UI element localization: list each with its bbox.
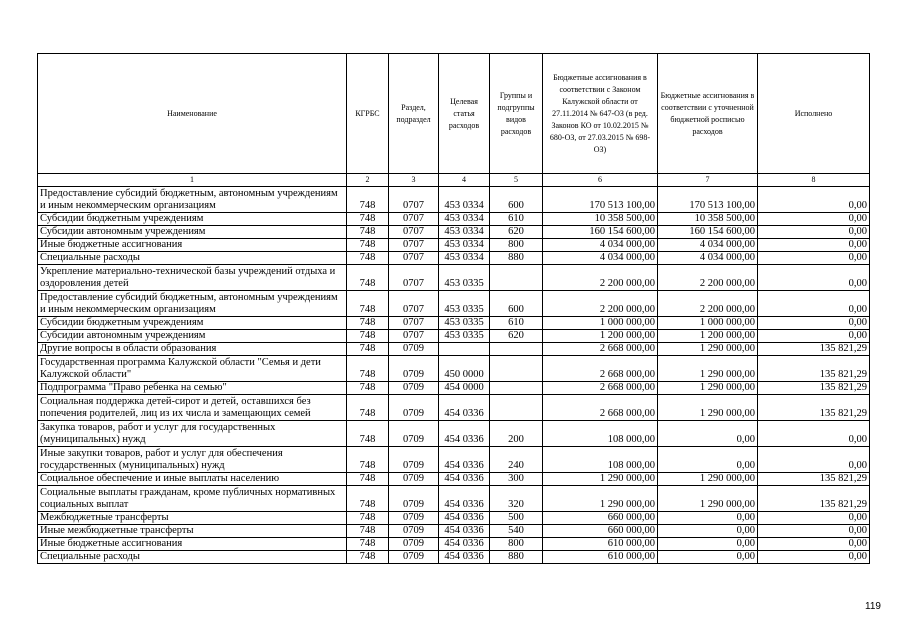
cell-assignments-plan: 4 034 000,00 [658,239,758,252]
cell-assignments-law: 2 200 000,00 [543,265,658,291]
cell-assignments-plan: 0,00 [658,525,758,538]
cell-assignments-law: 660 000,00 [543,525,658,538]
cell-executed: 0,00 [758,330,870,343]
cell-name: Субсидии автономным учреждениям [38,330,347,343]
cell-target-article: 453 0335 [439,265,490,291]
cell-executed: 135 821,29 [758,486,870,512]
cell-kgrbs: 748 [347,486,389,512]
cell-expense-group: 800 [490,538,543,551]
cell-executed: 0,00 [758,538,870,551]
cell-assignments-plan: 0,00 [658,512,758,525]
cell-target-article: 454 0336 [439,538,490,551]
table-row [38,213,870,226]
cell-name: Иные закупки товаров, работ и услуг для обеспечения государственных (муниципальных) нужд [38,447,347,473]
cell-expense-group: 610 [490,213,543,226]
table-row [38,226,870,239]
cell-assignments-law: 1 290 000,00 [543,486,658,512]
cell-target-article: 454 0000 [439,382,490,395]
cell-kgrbs: 748 [347,473,389,486]
cell-executed: 135 821,29 [758,356,870,382]
cell-expense-group: 610 [490,317,543,330]
cell-section: 0707 [389,291,439,317]
cell-executed: 0,00 [758,551,870,564]
cell-assignments-plan: 1 000 000,00 [658,317,758,330]
cell-assignments-law: 610 000,00 [543,551,658,564]
table-row [38,239,870,252]
table-row [38,395,870,421]
cell-name: Предоставление субсидий бюджетным, автономным учреждениям и иным некоммерческим организациям [38,187,347,213]
cell-target-article: 453 0334 [439,187,490,213]
cell-section: 0707 [389,265,439,291]
cell-assignments-law: 660 000,00 [543,512,658,525]
column-number: 3 [389,174,439,187]
cell-target-article: 454 0336 [439,473,490,486]
cell-executed: 0,00 [758,213,870,226]
cell-target-article: 454 0336 [439,551,490,564]
cell-assignments-law: 160 154 600,00 [543,226,658,239]
cell-kgrbs: 748 [347,343,389,356]
cell-kgrbs: 748 [347,512,389,525]
cell-assignments-plan: 170 513 100,00 [658,187,758,213]
column-number: 7 [658,174,758,187]
table-row [38,252,870,265]
table-row [38,473,870,486]
cell-assignments-law: 1 000 000,00 [543,317,658,330]
cell-assignments-law: 2 668 000,00 [543,382,658,395]
cell-assignments-plan: 0,00 [658,421,758,447]
cell-name: Закупка товаров, работ и услуг для государственных (муниципальных) нужд [38,421,347,447]
cell-assignments-plan: 1 290 000,00 [658,356,758,382]
cell-assignments-law: 2 668 000,00 [543,395,658,421]
cell-executed: 135 821,29 [758,343,870,356]
cell-kgrbs: 748 [347,525,389,538]
cell-section: 0709 [389,356,439,382]
cell-name: Субсидии автономным учреждениям [38,226,347,239]
cell-kgrbs: 748 [347,382,389,395]
cell-expense-group [490,265,543,291]
cell-name: Иные бюджетные ассигнования [38,239,347,252]
column-number: 8 [758,174,870,187]
cell-executed: 0,00 [758,239,870,252]
table-row [38,421,870,447]
cell-expense-group: 240 [490,447,543,473]
cell-expense-group: 600 [490,291,543,317]
cell-target-article: 454 0336 [439,512,490,525]
cell-assignments-plan: 0,00 [658,551,758,564]
cell-executed: 0,00 [758,447,870,473]
table-row [38,317,870,330]
cell-assignments-law: 4 034 000,00 [543,239,658,252]
cell-expense-group: 500 [490,512,543,525]
cell-section: 0707 [389,213,439,226]
cell-target-article: 453 0335 [439,291,490,317]
cell-section: 0709 [389,343,439,356]
cell-name: Подпрограмма "Право ребенка на семью" [38,382,347,395]
cell-executed: 0,00 [758,317,870,330]
cell-name: Специальные расходы [38,551,347,564]
cell-target-article: 454 0336 [439,447,490,473]
table-row [38,330,870,343]
cell-target-article: 453 0334 [439,213,490,226]
cell-section: 0709 [389,525,439,538]
cell-name: Социальная поддержка детей-сирот и детей, оставшихся без попечения родителей, лиц из их числа и замещающих семей [38,395,347,421]
cell-target-article: 454 0336 [439,525,490,538]
cell-name: Другие вопросы в области образования [38,343,347,356]
column-number: 1 [38,174,347,187]
cell-section: 0709 [389,512,439,525]
cell-expense-group [490,343,543,356]
header-kgrbs: КГРБС [347,54,389,174]
cell-expense-group: 620 [490,226,543,239]
cell-name: Иные бюджетные ассигнования [38,538,347,551]
cell-target-article: 453 0334 [439,226,490,239]
cell-assignments-law: 2 668 000,00 [543,343,658,356]
cell-expense-group [490,356,543,382]
cell-assignments-plan: 1 290 000,00 [658,486,758,512]
cell-section: 0707 [389,239,439,252]
cell-name: Укрепление материально-технической базы учреждений отдыха и оздоровления детей [38,265,347,291]
header-assignments-law: Бюджетные ассигнования в соответствии с Законом Калужской области от 27.11.2014 № 647-ОЗ (в ред. Законов КО от 10.02.2015 № 680-ОЗ, от 27.03.2015 № 698-ОЗ) [543,54,658,174]
cell-assignments-plan: 160 154 600,00 [658,226,758,239]
cell-target-article: 453 0334 [439,252,490,265]
cell-expense-group: 880 [490,551,543,564]
cell-kgrbs: 748 [347,226,389,239]
cell-executed: 0,00 [758,291,870,317]
cell-section: 0709 [389,421,439,447]
cell-section: 0709 [389,382,439,395]
cell-target-article: 453 0335 [439,317,490,330]
cell-section: 0709 [389,473,439,486]
cell-target-article: 454 0336 [439,395,490,421]
cell-expense-group [490,382,543,395]
cell-assignments-plan: 0,00 [658,447,758,473]
cell-assignments-law: 1 200 000,00 [543,330,658,343]
budget-table [37,53,870,564]
cell-assignments-plan: 1 200 000,00 [658,330,758,343]
cell-assignments-law: 4 034 000,00 [543,252,658,265]
column-number: 6 [543,174,658,187]
table-row [38,265,870,291]
cell-kgrbs: 748 [347,356,389,382]
cell-expense-group: 540 [490,525,543,538]
table-row [38,382,870,395]
cell-section: 0707 [389,226,439,239]
table-row [38,551,870,564]
column-number: 2 [347,174,389,187]
cell-assignments-law: 10 358 500,00 [543,213,658,226]
cell-target-article: 453 0334 [439,239,490,252]
column-number-row [38,174,870,187]
table-row [38,447,870,473]
cell-name: Субсидии бюджетным учреждениям [38,213,347,226]
cell-section: 0709 [389,538,439,551]
cell-assignments-plan: 2 200 000,00 [658,265,758,291]
header-target-article: Целевая статья расходов [439,54,490,174]
table-row [38,486,870,512]
cell-section: 0709 [389,551,439,564]
table-row [38,343,870,356]
header-expense-group: Группы и подгруппы видов расходов [490,54,543,174]
cell-target-article [439,343,490,356]
cell-assignments-law: 1 290 000,00 [543,473,658,486]
cell-assignments-law: 108 000,00 [543,447,658,473]
cell-assignments-plan: 1 290 000,00 [658,473,758,486]
cell-kgrbs: 748 [347,447,389,473]
cell-name: Межбюджетные трансферты [38,512,347,525]
cell-executed: 0,00 [758,512,870,525]
cell-name: Иные межбюджетные трансферты [38,525,347,538]
cell-kgrbs: 748 [347,265,389,291]
cell-kgrbs: 748 [347,187,389,213]
cell-executed: 0,00 [758,265,870,291]
cell-executed: 0,00 [758,421,870,447]
cell-target-article: 454 0336 [439,486,490,512]
cell-name: Социальное обеспечение и иные выплаты населению [38,473,347,486]
table-body [38,187,870,564]
cell-section: 0709 [389,395,439,421]
cell-expense-group: 320 [490,486,543,512]
cell-section: 0707 [389,317,439,330]
cell-assignments-plan: 1 290 000,00 [658,395,758,421]
cell-name: Субсидии бюджетным учреждениям [38,317,347,330]
header-name: Наименование [38,54,347,174]
cell-section: 0709 [389,486,439,512]
cell-assignments-law: 610 000,00 [543,538,658,551]
cell-assignments-plan: 10 358 500,00 [658,213,758,226]
cell-section: 0707 [389,330,439,343]
cell-name: Предоставление субсидий бюджетным, автономным учреждениям и иным некоммерческим организациям [38,291,347,317]
cell-kgrbs: 748 [347,330,389,343]
cell-assignments-plan: 1 290 000,00 [658,382,758,395]
cell-assignments-plan: 0,00 [658,538,758,551]
page-number: 119 [865,601,881,612]
cell-section: 0707 [389,252,439,265]
cell-expense-group: 300 [490,473,543,486]
cell-kgrbs: 748 [347,395,389,421]
cell-executed: 135 821,29 [758,382,870,395]
table-row [38,356,870,382]
cell-name: Социальные выплаты гражданам, кроме публичных нормативных социальных выплат [38,486,347,512]
cell-kgrbs: 748 [347,421,389,447]
cell-kgrbs: 748 [347,551,389,564]
cell-expense-group [490,395,543,421]
cell-assignments-plan: 2 200 000,00 [658,291,758,317]
cell-executed: 0,00 [758,226,870,239]
cell-target-article: 450 0000 [439,356,490,382]
cell-expense-group: 200 [490,421,543,447]
cell-kgrbs: 748 [347,538,389,551]
cell-kgrbs: 748 [347,291,389,317]
cell-expense-group: 800 [490,239,543,252]
cell-kgrbs: 748 [347,213,389,226]
cell-assignments-law: 2 668 000,00 [543,356,658,382]
cell-section: 0709 [389,447,439,473]
cell-expense-group: 880 [490,252,543,265]
header-assignments-plan: Бюджетные ассигнования в соответствии с уточненной бюджетной росписью расходов [658,54,758,174]
header-section: Раздел, подраздел [389,54,439,174]
table-row [38,187,870,213]
cell-executed: 135 821,29 [758,395,870,421]
header-row [38,54,870,174]
cell-kgrbs: 748 [347,252,389,265]
cell-executed: 0,00 [758,525,870,538]
cell-kgrbs: 748 [347,239,389,252]
cell-assignments-law: 2 200 000,00 [543,291,658,317]
cell-kgrbs: 748 [347,317,389,330]
column-number: 5 [490,174,543,187]
table-row [38,538,870,551]
cell-assignments-law: 170 513 100,00 [543,187,658,213]
header-executed: Исполнено [758,54,870,174]
cell-target-article: 454 0336 [439,421,490,447]
cell-executed: 0,00 [758,187,870,213]
cell-executed: 135 821,29 [758,473,870,486]
cell-assignments-plan: 4 034 000,00 [658,252,758,265]
cell-name: Государственная программа Калужской области "Семья и дети Калужской области" [38,356,347,382]
table-row [38,291,870,317]
cell-name: Специальные расходы [38,252,347,265]
cell-executed: 0,00 [758,252,870,265]
cell-assignments-law: 108 000,00 [543,421,658,447]
cell-target-article: 453 0335 [439,330,490,343]
cell-assignments-plan: 1 290 000,00 [658,343,758,356]
column-number: 4 [439,174,490,187]
table-row [38,525,870,538]
cell-expense-group: 620 [490,330,543,343]
cell-expense-group: 600 [490,187,543,213]
cell-section: 0707 [389,187,439,213]
table-row [38,512,870,525]
